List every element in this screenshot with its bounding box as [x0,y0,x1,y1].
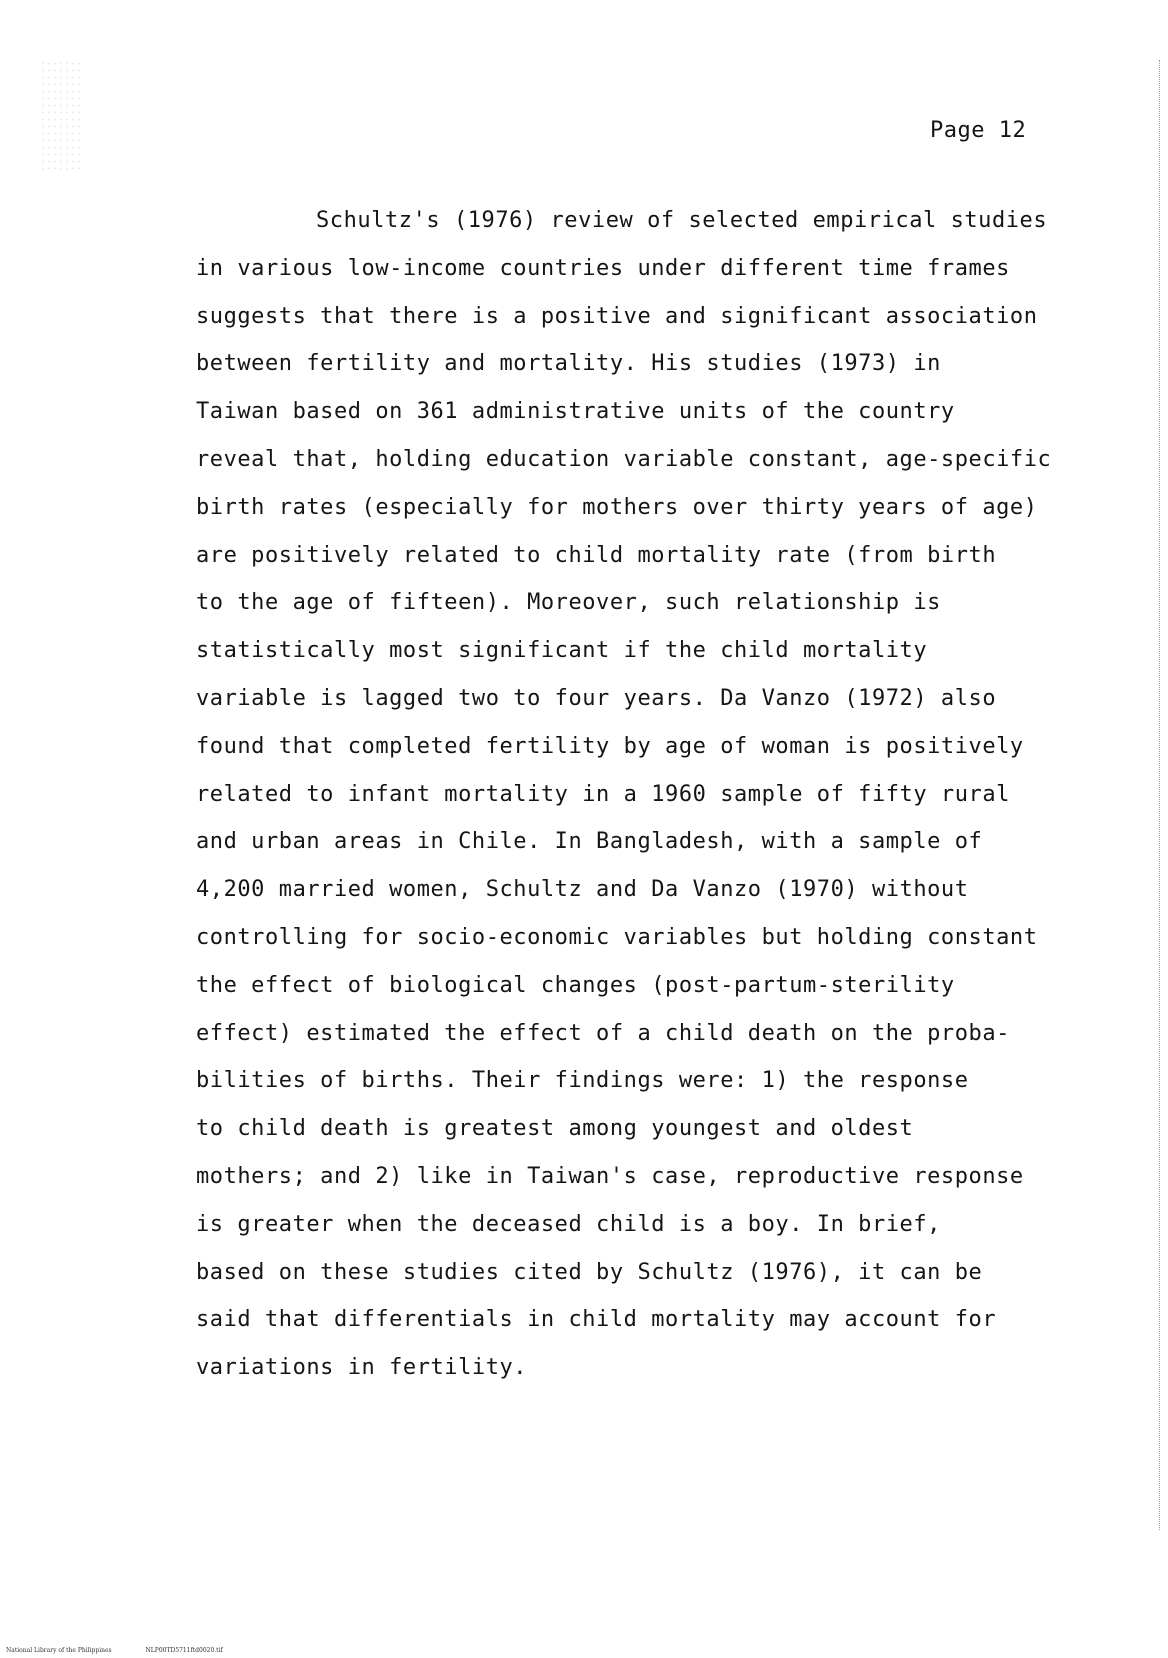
text-line: effect) estimated the effect of a child death on the proba- [196,1020,1010,1046]
text-line: and urban areas in Chile. In Bangladesh, with a sample of [196,829,983,855]
text-line: suggests that there is a positive and significant association [196,303,1038,329]
text-line: statistically most significant if the child mortality [196,638,928,664]
text-line: bilities of births. Their findings were: 1) the response [196,1068,969,1094]
text-line: are positively related to child mortality rate (from birth [196,542,997,568]
text-line: found that completed fertility by age of woman is positively [196,733,1024,759]
text-line: the effect of biological changes (post-partum-sterility [196,972,955,998]
text-line: Taiwan based on 361 administrative units of the country [196,399,955,425]
page-number: Page 12 [930,118,1027,143]
text-line: based on these studies cited by Schultz (1976), it can be [196,1259,983,1285]
text-line: is greater when the deceased child is a boy. In brief, [196,1211,941,1237]
text-line: mothers; and 2) like in Taiwan's case, reproductive response [196,1163,1024,1189]
footer-file-id: NLP00TD5711ftd0020.tif [145,1647,223,1654]
text-line: variations in fertility. [196,1355,528,1381]
scan-footer [6,1647,223,1654]
body-paragraph [196,206,1116,1401]
text-line: Schultz's (1976) review of selected empirical studies [316,208,1048,233]
text-line: controlling for socio-economic variables but holding constant [196,924,1038,950]
text-line: to the age of fifteen). Moreover, such relationship is [196,590,941,616]
footer-library: National Library of the Philippines [6,1647,112,1654]
text-line: reveal that, holding education variable constant, age-specific [196,446,1052,472]
text-line: between fertility and mortality. His studies (1973) in [196,351,941,377]
scan-speckle [40,60,80,170]
text-line: said that differentials in child mortality may account for [196,1307,997,1333]
text-line: birth rates (especially for mothers over thirty years of age) [196,494,1038,520]
text-line: to child death is greatest among youngest and oldest [196,1116,914,1142]
text-line: variable is lagged two to four years. Da Vanzo (1972) also [196,685,997,711]
text-line: 4,200 married women, Schultz and Da Vanzo (1970) without [196,877,969,903]
text-line: in various low-income countries under different time frames [196,255,1010,281]
text-line: related to infant mortality in a 1960 sample of fifty rural [196,781,1010,807]
page-edge [1159,60,1160,1530]
